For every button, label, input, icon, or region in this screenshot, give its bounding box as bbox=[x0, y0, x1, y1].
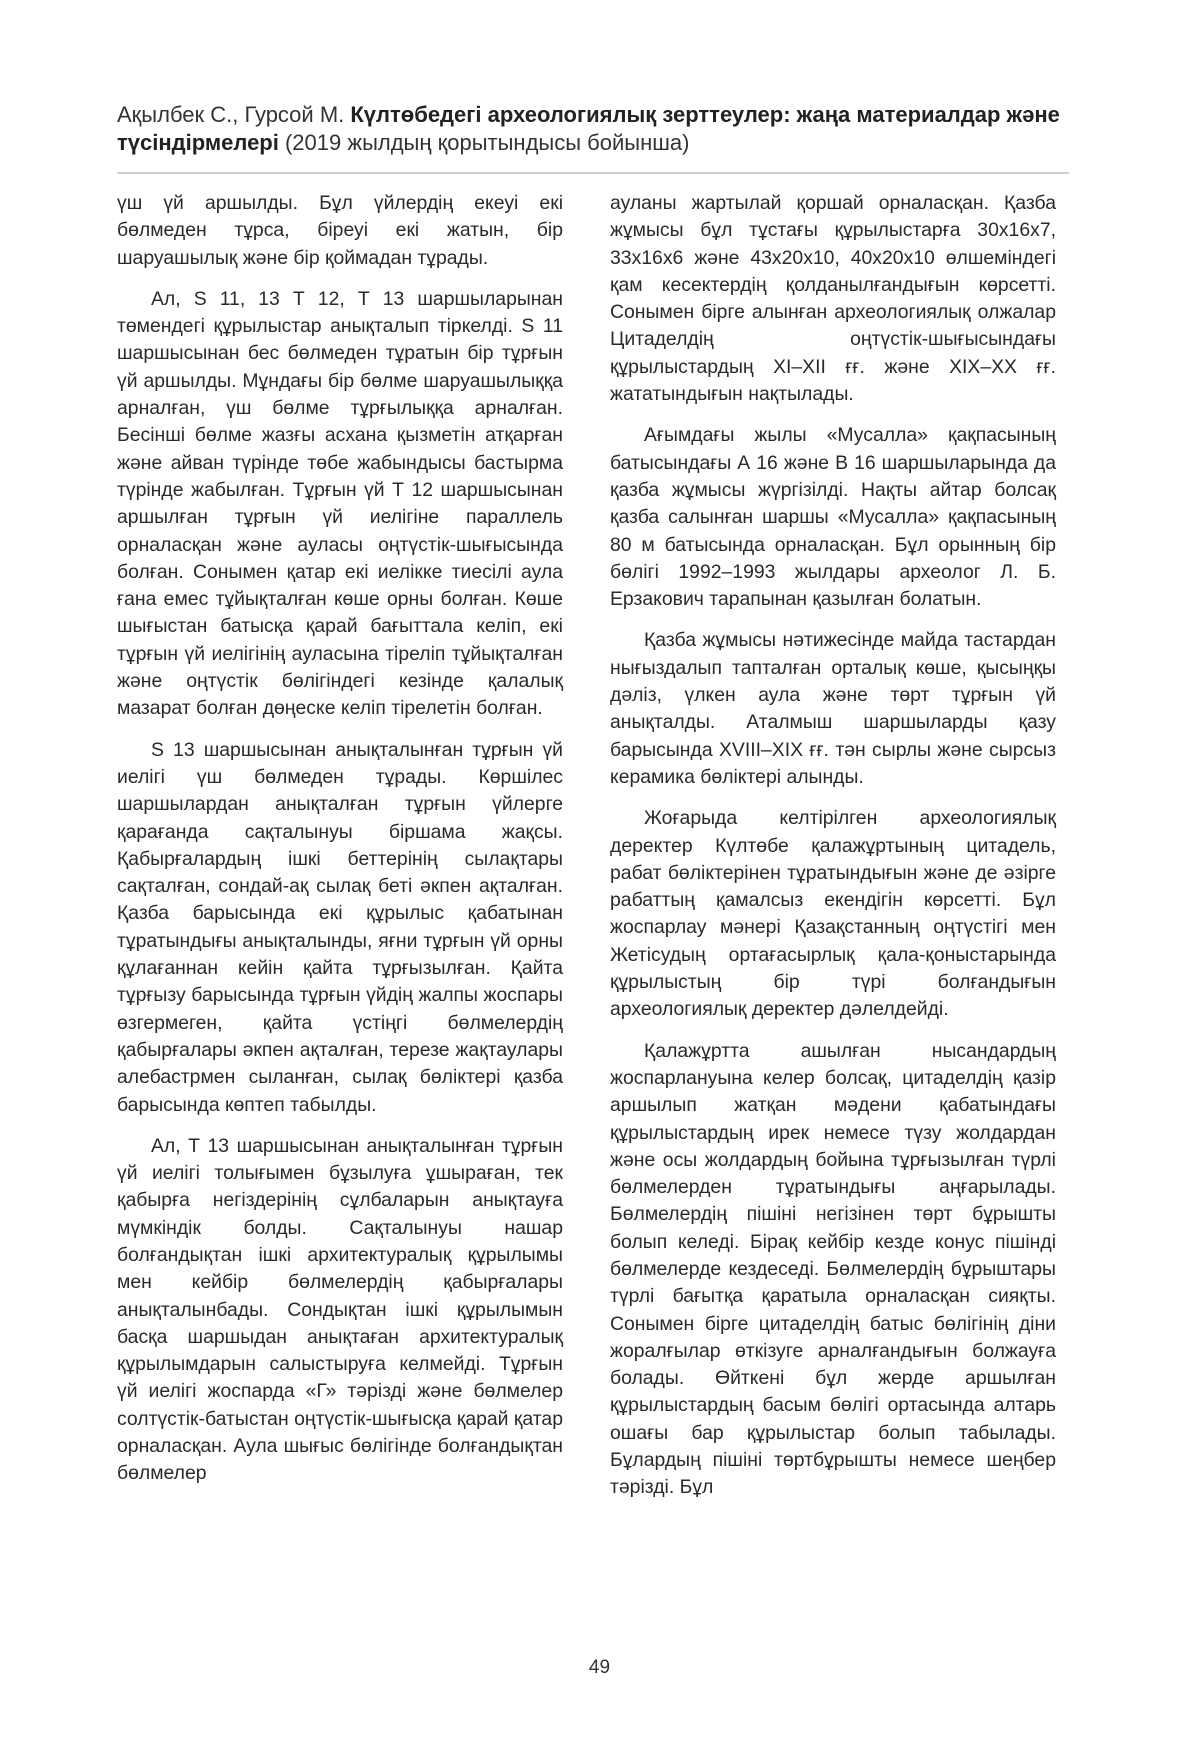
paragraph: Ал, S 11, 13 Т 12, Т 13 шаршыларынан төмендегі құрылыстар анықталып тіркелді. S 11 шаршысынан бес бөлмеден тұратын бір тұрғын үй аршылды. Мұндағы бір бөлме шаруашылыққа арналған, үш бөлме тұрғылыққа арналған. Бесінші бөлме жазғы асхана қызметін атқарған және айван түрінде төбе жабындысы бастырма түрінде жабылған. Тұрғын үй Т 12 шаршысынан аршылған тұрғын үй иелігіне параллель орналасқан және ауласы оңтүстік-шығысында болған. Сонымен қатар екі иелікке тиесілі аула ғана емес тұйықталған көше орны болған. Көше шығыстан батысқа қарай бағыттала келіп, екі тұрғын үй иелігінің ауласына тіреліп тұйықталған және оңтүстік бөлігіндегі кезінде қалалық мазарат болған дөңеске келіп тірелетін болған. bbox=[117, 287, 563, 720]
paragraph: Жоғарыда келтірілген археологиялық деректер Күлтөбе қалажұртының цитадель, рабат бөліктерінен тұратындығын және де әзірге рабаттың қамалсыз екендігін көрсетті. Бұл жоспарлау мәнері Қазақстанның оңтүстігі мен Жетісудың ортағасырлық қала-қоныстарында құрылыстың бір түрі болғандығын археологиялық деректер дәлелдейді. bbox=[610, 807, 1056, 1021]
paragraph: Қалажұртта ашылған нысандардың жоспарлануына келер болсақ, цитаделдің қазір аршылып жатқан мәдени қабатындағы құрылыстардың ирек немесе түзу жолдардан және осы жолдардың бойына тұрғызылған түрлі бөлмелерден тұратындығы аңғарылады. Бөлмелердің пішіні негізінен төрт бұрышты болып келеді. Бірақ кейбір кезде конус пішінді бөлмелерде кездеседі. Бөлмелердің бұрыштары түрлі бағытқа қаратыла орналасқан сияқты. Сонымен бірге цитаделдің батыс бөлігінің діни жоралғылар өткізуге арналғандығын болжауға болады. Өйткені бұл жерде аршылған құрылыстардың басым бөлігі ортасында алтарь ошағы бар құрылыстар болып табылады. Бұлардың пішіні төртбұрышты немесе шеңбер тәрізді. Бұл bbox=[610, 1039, 1056, 1499]
left-column bbox=[117, 190, 563, 1502]
page-number: 49 bbox=[588, 1657, 611, 1678]
header-title: Күлтөбедегі археологиялық зерттеулер: жаңа материалдар және түсіндірмелері bbox=[117, 102, 1060, 155]
header-authors: Ақылбек С., Гурсой М. bbox=[117, 102, 351, 127]
paragraph: ауланы жартылай қоршай орналасқан. Қазба жұмысы бұл тұстағы құрылыстарға 30х16х7, 33х16х6 және 43х20х10, 40х20х10 өлшеміндегі қам кесектердің қолданылғандығын көрсетті. Сонымен бірге алынған археологиялық олжалар Цитаделдің оңтүстік-шығысындағы құрылыстардың XI–XII ғғ. және XIX–XX ғғ. жататындығын нақтылады. bbox=[610, 192, 1056, 406]
paragraph: үш үй аршылды. Бұл үйлердің екеуі екі бөлмеден тұрса, біреуі екі жатын, бір шаруашылық және бір қоймадан тұрады. bbox=[117, 192, 563, 269]
right-column bbox=[610, 190, 1056, 1516]
paragraph: S 13 шаршысынан анықталынған тұрғын үй иелігі үш бөлмеден тұрады. Көршілес шаршылардан анықталған тұрғын үйлерге қарағанда сақталынуы біршама жақсы. Қабырғалардың ішкі беттерінің сылақтары сақталған, сондай-ақ сылақ беті әкпен ақталған. Қазба барысында екі құрылыс қабатынан тұратындығы анықталынды, яғни тұрғын үй орны құлағаннан кейін қайта тұрғызылған. Қайта тұрғызу барысында тұрғын үйдің жалпы жоспары өзгермеген, қайта үстіңгі бөлмелердің қабырғалары әкпен ақталған, терезе жақтаулары алебастрмен сыланған, сылақ бөліктері қазба барысында көптеп табылды. bbox=[117, 738, 563, 1116]
header-divider bbox=[117, 172, 1069, 174]
running-header bbox=[117, 101, 1067, 157]
paragraph: Ағымдағы жылы «Мусалла» қақпасының батысындағы А 16 және В 16 шаршыларында да қазба жұмысы жүргізілді. Нақты айтар болсақ қазба салынған шаршы «Мусалла» қақпасының 80 м батысында орналасқан. Бұл орынның бір бөлігі 1992–1993 жылдары археолог Л. Б. Ерзакович тарапынан қазылған болатын. bbox=[610, 424, 1056, 611]
header-subtitle: (2019 жылдың қорытындысы бойынша) bbox=[278, 130, 690, 155]
paragraph: Ал, Т 13 шаршысынан анықталынған тұрғын үй иелігі толығымен бұзылуға ұшыраған, тек қабырға негіздерінің сұлбаларын анықтауға мүмкіндік болды. Сақталынуы нашар болғандықтан ішкі архитектуралық құрылымы мен кейбір бөлмелердің қабырғалары анықталынбады. Сондықтан ішкі құрылымын басқа шаршыдан анықтаған архитектуралық құрылымдарын салыстыруға келмейді. Тұрғын үй иелігі жоспарда «Г» тәрізді және бөлмелер солтүстік-батыстан оңтүстік-шығысқа қарай қатар орналасқан. Аула шығыс бөлігінде болғандықтан бөлмелер bbox=[117, 1134, 563, 1485]
paragraph: Қазба жұмысы нәтижесінде майда тастардан нығыздалып тапталған орталық көше, қысыңқы дәліз, үлкен аула және төрт тұрғын үй анықталды. Аталмыш шаршыларды қазу барысында XVIII–XIX ғғ. тән сырлы және сырсыз керамика бөліктері алынды. bbox=[610, 629, 1056, 788]
